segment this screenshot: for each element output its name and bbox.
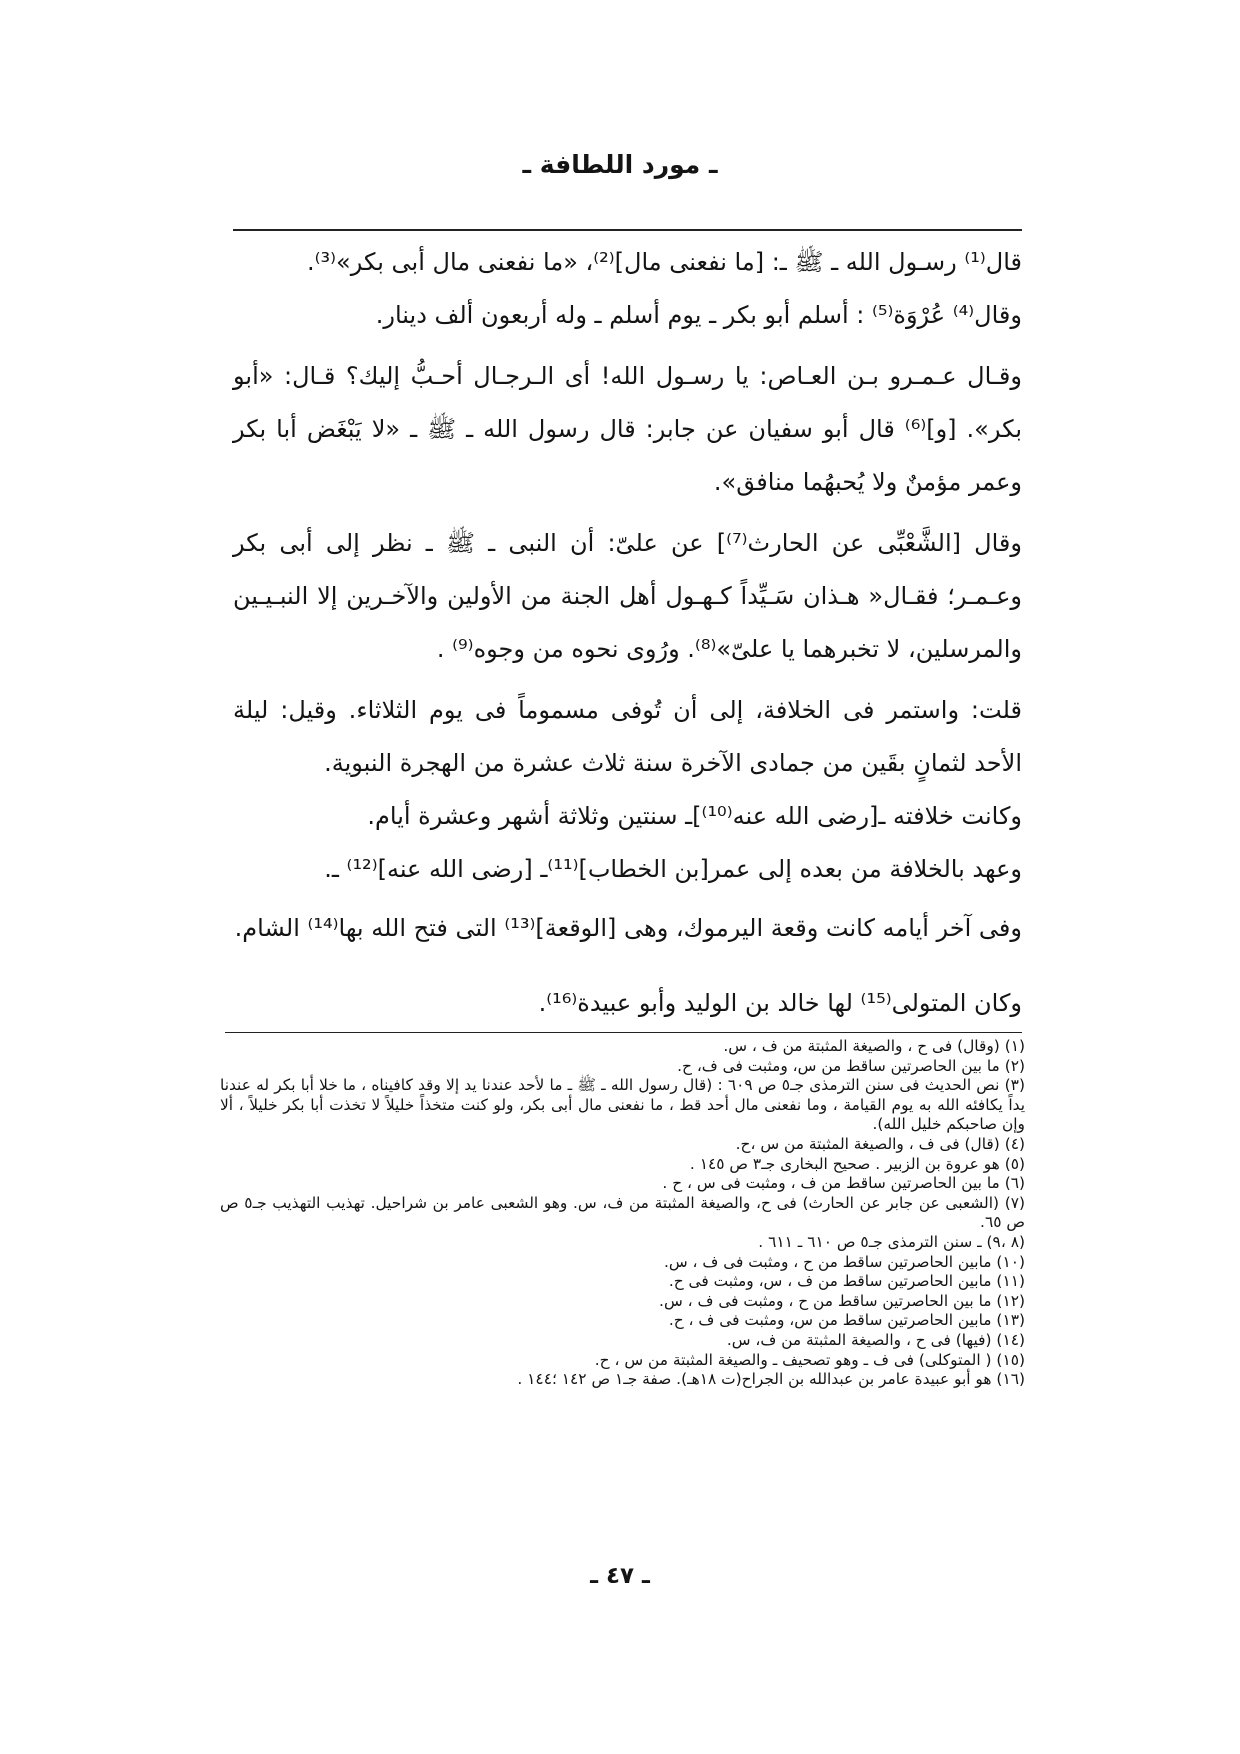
footnote — [220, 1253, 1025, 1273]
footnote — [220, 1331, 1025, 1351]
footnote-number: (٣) — [1004, 1076, 1025, 1095]
footnote-text: مابين الحاصرتين ساقط من س، ومثبت فى ف ، ح. — [668, 1311, 992, 1330]
footnote — [220, 1233, 1025, 1253]
footnote-text: نص الحديث فى سنن الترمذى جـ٥ ص ٦٠٩ : (قال رسول الله ـ ﷺ ـ ما لأحد عندنا يد إلا وقد كافيناه ، ما خلا أبا بكر له عندنا يداً يكافئه الله به يوم القيامة ، وما نفعنى مال أحد قط ، ما نفعنى مال أبى بكر، ولو كنت متخذاً خليلاً لا تخذت أبا بكر خليلاً ، ألا وإن صاحبكم خليل الله). — [220, 1076, 1025, 1134]
footnote-number: (١٢) — [996, 1291, 1025, 1310]
footnote-text: ما بين الحاصرتين ساقط من ف ، ومثبت فى س ، ح . — [662, 1174, 1000, 1193]
footnote-number: (٨ ،٩) — [986, 1232, 1025, 1251]
footnote-number: (٢) — [1004, 1056, 1025, 1075]
footnote — [220, 1370, 1025, 1390]
paragraph: قال⁽¹⁾ رسـول الله ـ ﷺ ـ: [ما نفعنى مال]⁽²⁾، «ما نفعنى مال أبى بكر»⁽³⁾. — [307, 248, 1022, 276]
footnote-text: ما بين الحاصرتين ساقط من ح ، ومثبت فى ف ، س. — [659, 1291, 992, 1310]
paragraph: وفى آخر أيامه كانت وقعة اليرموك، وهى [الوقعة]⁽¹³⁾ التى فتح الله بها⁽¹⁴⁾ الشام. — [234, 914, 1022, 942]
footnote-text: ما بين الحاصرتين ساقط من س، ومثبت فى ف، ح. — [677, 1056, 1000, 1075]
footnote-number: (١٤) — [996, 1330, 1025, 1349]
paragraph: وقال [الشَّعْبِّى عن الحارث⁽⁷⁾] عن علىّ: أن النبى ـ ﷺ ـ نظر إلى أبى بكر وعـمـر؛ فقـال« هـذان سَـيِّداً كـهـول أهل الجنة من الأولين والآخـرين إلا النبـيـين والمرسلين، لا تخبرهما يا علىّ»⁽⁸⁾. ورُوى نحوه من وجوه⁽⁹⁾ . — [233, 529, 1022, 663]
footnote — [220, 1057, 1025, 1077]
footnote-text: هو عروة بن الزبير . صحيح البخارى جـ٣ ص ١٤٥ . — [689, 1154, 1000, 1173]
footnote-text: هو أبو عبيدة عامر بن عبدالله بن الجراح(ت ١٨هـ). صفة جـ١ ص ١٤٢ ؛١٤٤ . — [517, 1370, 992, 1389]
footnote-text: ( المتوكلى) فى ف ـ وهو تصحيف ـ والصيغة المثبتة من س ، ح. — [594, 1350, 992, 1369]
footnote-number: (١٦) — [996, 1370, 1025, 1389]
footnote — [220, 1037, 1025, 1057]
footnote — [220, 1174, 1025, 1194]
footnote — [220, 1194, 1025, 1233]
paragraph: وكان المتولى⁽¹⁵⁾ لها خالد بن الوليد وأبو عبيدة⁽¹⁶⁾. — [538, 989, 1022, 1017]
footnote-number: (١٣) — [996, 1311, 1025, 1330]
footnote-number: (١٠) — [996, 1252, 1025, 1271]
footnote — [220, 1311, 1025, 1331]
footnote-text: مابين الحاصرتين ساقط من ف ، س، ومثبت فى ح. — [668, 1272, 992, 1291]
header-rule — [233, 229, 1022, 231]
footnote-text: مابين الحاصرتين ساقط من ح ، ومثبت فى ف ، س. — [663, 1252, 992, 1271]
page-number: ـ ٤٧ ـ — [590, 1563, 650, 1589]
footnote-text: (فيها) فى ح ، والصيغة المثبتة من ف، س. — [726, 1330, 992, 1349]
footnote-text: ـ سنن الترمذى جـ٥ ص ٦١٠ ـ ٦١١ . — [758, 1232, 982, 1251]
footnote — [220, 1272, 1025, 1292]
footnote-number: (١) — [1004, 1037, 1025, 1055]
footnote — [220, 1135, 1025, 1155]
footnote-text: (وقال) فى ح ، والصيغة المثبتة من ف ، س. — [723, 1037, 1000, 1055]
footnote — [220, 1155, 1025, 1175]
main-text — [233, 236, 1022, 1030]
footnote-number: (١١) — [996, 1272, 1025, 1291]
footnote-number: (٦) — [1004, 1174, 1025, 1193]
footnote-text: (الشعبى عن جابر عن الحارث) فى ح، والصيغة المثبتة من ف، س. وهو الشعبى عامر بن شراحيل. تهذيب التهذيب جـ٥ ص ص ٦٥. — [220, 1193, 1025, 1232]
running-header: ـ مورد اللطافة ـ — [522, 150, 718, 179]
footnote-text: (قال) فى ف ، والصيغة المثبتة من س ،ح. — [735, 1134, 1000, 1153]
footnote — [220, 1292, 1025, 1312]
footnote — [220, 1076, 1025, 1135]
footnote-number: (١٥) — [996, 1350, 1025, 1369]
footnote-number: (٤) — [1004, 1134, 1025, 1153]
paragraph: قلت: واستمر فى الخلافة، إلى أن تُوفى مسموماً فى يوم الثلاثاء. وقيل: ليلة الأحد لثمانٍ بقَين من جمادى الآخرة سنة ثلاث عشرة من الهجرة النبوية. — [233, 696, 1022, 777]
footnote-rule — [225, 1032, 1022, 1033]
footnote-number: (٧) — [1004, 1193, 1025, 1212]
footnote-number: (٥) — [1004, 1154, 1025, 1173]
paragraph: وكانت خلافته ـ[رضى الله عنه⁽¹⁰⁾]ـ سنتين وثلاثة أشهر وعشرة أيام. — [367, 802, 1022, 830]
footnote — [220, 1351, 1025, 1371]
paragraph: وقـال عـمـرو بـن العـاص: يا رسـول الله! أى الـرجـال أحـبُّ إليك؟ قـال: «أبو بكر». [و]⁽⁶⁾ قال أبو سفيان عن جابر: قال رسول الله ـ ﷺ ـ «لا يَبْغَض أبا بكر وعمر مؤمنٌ ولا يُحبهُما منافق». — [233, 362, 1023, 496]
paragraph: وعهد بالخلافة من بعده إلى عمر[بن الخطاب]⁽¹¹⁾ـ [رضى الله عنه]⁽¹²⁾ ـ. — [324, 855, 1022, 883]
footnotes — [220, 1037, 1025, 1390]
paragraph: وقال⁽⁴⁾ عُرْوَة⁽⁵⁾ : أسلم أبو بكر ـ يوم أسلم ـ وله أربعون ألف دينار. — [375, 301, 1022, 329]
